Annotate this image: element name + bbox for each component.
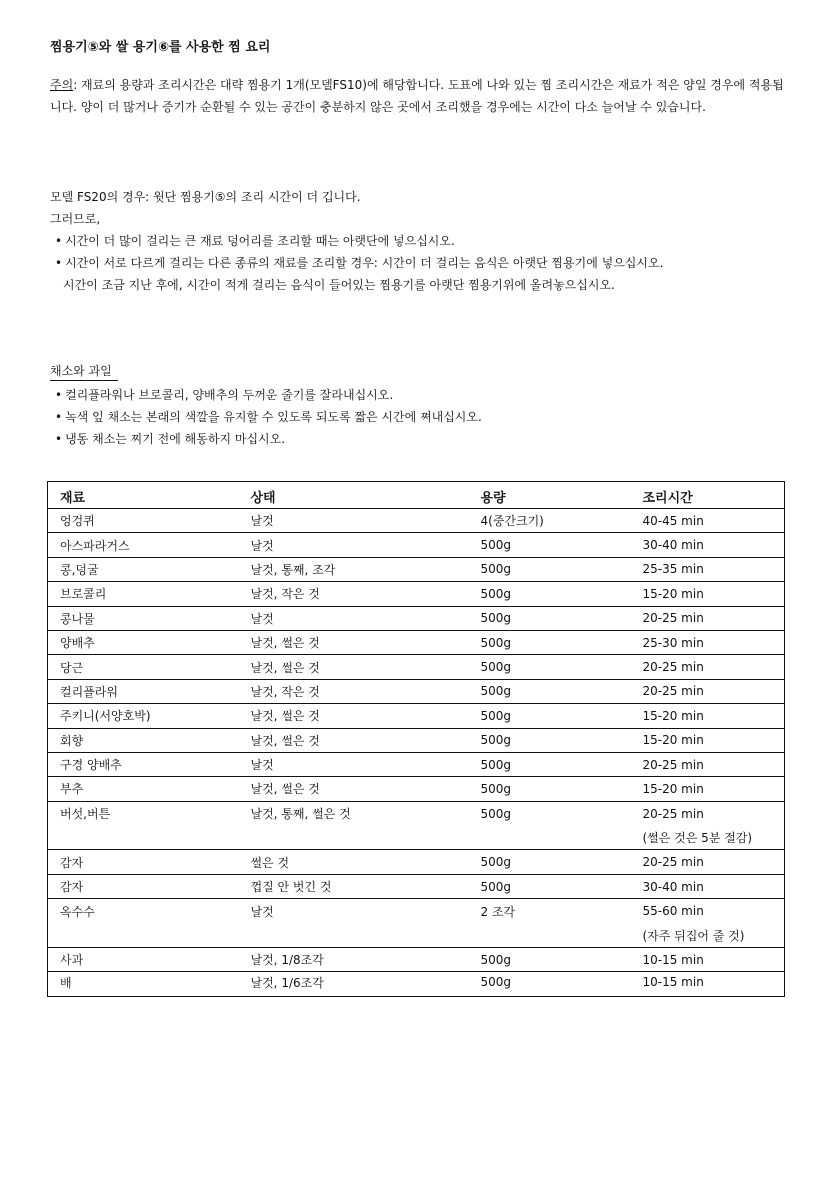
bullet-icon: • [55, 234, 63, 248]
cell-time: 20-25 min [643, 606, 785, 630]
cell-amount: 500g [481, 728, 643, 752]
cell-item: 배 [48, 972, 251, 996]
notice-text: : 재료의 용량과 조리시간은 대략 찜용기 1개(모델FS10)에 해당합니다. 도표에 나와 있는 찜 조리시간은 재료가 적은 양일 경우에 적용됩니다. 양이 더 많거나 증기가 순환될 수 있는 공간이 충분하지 않은 곳에서 조리했을 경우에는 시간이 다소 늘어날 수 있습니다. [50, 78, 784, 114]
cell-time: 30-40 min [643, 533, 785, 557]
table-row [48, 728, 785, 752]
empty-cell [251, 826, 481, 850]
cell-time-note: (썰은 것은 5분 절감) [642, 831, 753, 846]
cell-amount: 500g [481, 582, 643, 606]
table-row-note [48, 826, 785, 850]
cell-amount: 500g [481, 874, 643, 898]
cell-state: 날것, 썰은 것 [251, 728, 481, 752]
table-body [48, 509, 785, 997]
column-header-time: 조리시간 [642, 490, 693, 506]
cell-time: 20-25 min [643, 655, 785, 679]
table-row [48, 850, 785, 874]
table-row [48, 630, 785, 654]
empty-cell [251, 923, 481, 947]
table-row [48, 801, 785, 825]
cell-item: 브로콜리 [48, 582, 251, 606]
cell-item: 감자 [48, 850, 251, 874]
table-row [48, 606, 785, 630]
cell-time: 25-35 min [643, 557, 785, 581]
cell-state: 날것, 작은 것 [251, 679, 481, 703]
bullet-icon: • [55, 432, 63, 446]
bullet-icon: • [55, 410, 63, 424]
cell-amount: 2 조각 [481, 899, 643, 923]
page-title: 찜용기⑤와 쌀 용기⑥를 사용한 찜 요리 [50, 40, 271, 55]
cell-amount: 4(중간크기) [481, 509, 643, 533]
cell-amount: 500g [481, 850, 643, 874]
cell-item: 사과 [48, 948, 251, 972]
table-row [48, 509, 785, 533]
cell-amount: 500g [481, 801, 643, 825]
bullet-icon: • [55, 256, 63, 270]
cell-amount: 500g [481, 630, 643, 654]
notice-paragraph [50, 74, 790, 118]
cell-state: 날것, 1/8조각 [251, 948, 481, 972]
model-note-bullet-text: 시간이 서로 다르게 걸리는 다른 종류의 재료를 조리할 경우: 시간이 더 걸리는 음식은 아랫단 찜용기에 넣으십시오. [65, 256, 664, 270]
cell-state: 날것 [251, 752, 481, 776]
cell-amount: 500g [481, 777, 643, 801]
cell-state: 날것, 통째, 썰은 것 [251, 801, 481, 825]
table-row [48, 704, 785, 728]
cell-item: 아스파라거스 [48, 533, 251, 557]
cell-state: 날것 [251, 606, 481, 630]
vegetables-bullet [50, 428, 482, 450]
model-note-continuation: 시간이 조금 지난 후에, 시간이 적게 걸리는 음식이 들어있는 찜용기를 아랫단 찜용기위에 올려놓으십시오. [63, 278, 615, 292]
cell-state: 날것 [251, 509, 481, 533]
vegetables-bullet-text: 냉동 채소는 찌기 전에 해동하지 마십시오. [65, 432, 286, 446]
cell-amount: 500g [481, 606, 643, 630]
empty-cell [481, 826, 643, 850]
cell-amount: 500g [481, 972, 643, 996]
table-row [48, 752, 785, 776]
cell-time-note: (자주 뒤집어 줄 것) [642, 928, 745, 943]
cell-state: 썰은 것 [251, 850, 481, 874]
vegetables-section-title: 채소와 과일 [50, 362, 118, 381]
model-note-bullet-text: 시간이 더 많이 걸리는 큰 재료 덩어리를 조리할 때는 아랫단에 넣으십시오. [65, 234, 455, 248]
cell-state: 날것, 썰은 것 [251, 777, 481, 801]
cell-amount: 500g [481, 679, 643, 703]
cell-time: 40-45 min [643, 509, 785, 533]
cell-time: 20-25 min [643, 801, 785, 825]
cell-item: 옥수수 [48, 899, 251, 923]
vegetables-bullet [50, 384, 482, 406]
cell-time: 55-60 min [643, 899, 785, 923]
empty-cell [481, 923, 643, 947]
table-row [48, 948, 785, 972]
table-header-row [48, 482, 785, 509]
cell-amount: 500g [481, 704, 643, 728]
cell-state: 날것 [251, 533, 481, 557]
empty-cell [48, 826, 251, 850]
cell-time: 10-15 min [643, 948, 785, 972]
cell-item: 회향 [48, 728, 251, 752]
model-note-bullet [50, 230, 663, 252]
table-row [48, 533, 785, 557]
cell-item: 감자 [48, 874, 251, 898]
cell-item: 당근 [48, 655, 251, 679]
vegetables-bullet-text: 녹색 잎 채소는 본래의 색깔을 유지할 수 있도록 되도록 짧은 시간에 쪄내십시오. [65, 410, 482, 424]
empty-cell [48, 923, 251, 947]
cell-item: 구경 양배추 [48, 752, 251, 776]
cell-time: 10-15 min [643, 972, 785, 996]
table-row [48, 655, 785, 679]
cell-state: 날것, 1/6조각 [251, 972, 481, 996]
model-note-line1: 모델 FS20의 경우: 윗단 찜용기⑤의 조리 시간이 더 깁니다. [50, 190, 361, 204]
cell-state: 날것, 썰은 것 [251, 655, 481, 679]
cell-time: 20-25 min [643, 850, 785, 874]
vegetables-bullet-text: 컬리플라워나 브로콜리, 양배추의 두꺼운 줄기를 잘라내십시오. [65, 388, 394, 402]
cell-time: 15-20 min [643, 582, 785, 606]
cell-item: 컬리플라워 [48, 679, 251, 703]
cell-item: 부추 [48, 777, 251, 801]
cell-item: 콩나물 [48, 606, 251, 630]
model-note-line2: 그러므로, [50, 212, 101, 226]
cell-item: 버섯,버튼 [48, 801, 251, 825]
cell-time: 15-20 min [643, 704, 785, 728]
table-row [48, 557, 785, 581]
column-header-amount: 용량 [480, 490, 506, 506]
model-note-bullet [50, 252, 663, 274]
bullet-icon: • [55, 388, 63, 402]
cell-item: 콩,덩굴 [48, 557, 251, 581]
cell-state: 날것 [251, 899, 481, 923]
cell-amount: 500g [481, 533, 643, 557]
table-row [48, 777, 785, 801]
table-row-note [48, 923, 785, 947]
cell-time: 15-20 min [643, 728, 785, 752]
cell-item: 주키니(서양호박) [48, 704, 251, 728]
cell-time: 30-40 min [643, 874, 785, 898]
cell-state: 날것, 썰은 것 [251, 704, 481, 728]
table-row [48, 972, 785, 996]
table-row [48, 874, 785, 898]
cell-state: 날것, 작은 것 [251, 582, 481, 606]
cooking-time-table [47, 481, 785, 997]
cell-item: 엉겅퀴 [48, 509, 251, 533]
cell-state: 껍질 안 벗긴 것 [251, 874, 481, 898]
cell-amount: 500g [481, 752, 643, 776]
cell-time: 15-20 min [643, 777, 785, 801]
cell-state: 날것, 통째, 조각 [251, 557, 481, 581]
notice-label: 주의 [50, 78, 74, 92]
table-row [48, 582, 785, 606]
vegetables-bullet [50, 406, 482, 428]
table-row [48, 899, 785, 923]
column-header-state: 상태 [250, 490, 276, 506]
cell-time: 20-25 min [643, 752, 785, 776]
cell-amount: 500g [481, 655, 643, 679]
cell-state: 날것, 썰은 것 [251, 630, 481, 654]
vegetables-list [50, 384, 482, 450]
model-note-section [50, 186, 663, 296]
cell-item: 양배추 [48, 630, 251, 654]
cell-time: 25-30 min [643, 630, 785, 654]
cell-amount: 500g [481, 557, 643, 581]
column-header-item: 재료 [60, 490, 86, 506]
table-row [48, 679, 785, 703]
cell-amount: 500g [481, 948, 643, 972]
cell-time: 20-25 min [643, 679, 785, 703]
